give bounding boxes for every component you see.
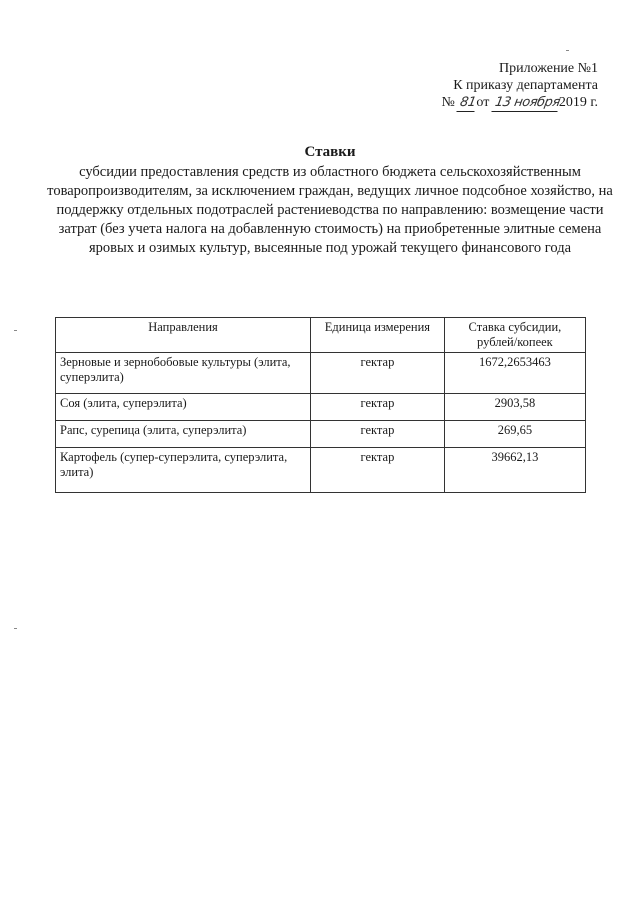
order-year: 2019 г.: [558, 95, 598, 110]
cell-rate: 269,65: [444, 421, 585, 448]
cell-direction: Зерновые и зернобобовые культуры (элита, суперэлита): [56, 353, 311, 394]
cell-rate: 1672,2653463: [444, 353, 585, 394]
scan-artifact: [14, 330, 17, 331]
table-header-row: [56, 318, 586, 353]
table-row: [56, 448, 586, 493]
from-label: от: [476, 95, 490, 110]
table-row: [56, 394, 586, 421]
handwritten-order-date: 13 ноября: [491, 94, 560, 112]
order-number-line: [442, 94, 598, 112]
appendix-label: Приложение №1: [499, 61, 598, 76]
cell-direction: Соя (элита, суперэлита): [56, 394, 311, 421]
cell-unit: гектар: [311, 448, 445, 493]
cell-unit: гектар: [311, 394, 445, 421]
cell-direction: Картофель (супер-суперэлита, суперэлита, элита): [56, 448, 311, 493]
document-subtitle: субсидии предоставления средств из областного бюджета сельскохозяйственным товаропроизводителям, за исключением граждан, ведущих личное подсобное хозяйство, на поддержку отдельных подотраслей растениеводства по направлению: возмещение части затрат (без учета налога на добавленную стоимость) на приобретенные элитные семена яровых и озимых культур, высеянные под урожай текущего финансового года: [47, 164, 613, 256]
cell-unit: гектар: [311, 421, 445, 448]
cell-rate: 2903,58: [444, 394, 585, 421]
header-unit: Единица измерения: [311, 318, 445, 353]
cell-rate: 39662,13: [444, 448, 585, 493]
document-title-block: [40, 143, 620, 258]
header-direction: Направления: [56, 318, 311, 353]
table-row: [56, 353, 586, 394]
cell-unit: гектар: [311, 353, 445, 394]
handwritten-order-number: 81: [457, 94, 478, 112]
header-rate: Ставка субсидии, рублей/копеек: [444, 318, 585, 353]
document-title: Ставки: [304, 144, 356, 160]
order-reference-label: К приказу департамента: [453, 78, 598, 93]
number-sign: №: [441, 95, 455, 110]
cell-direction: Рапс, сурепица (элита, суперэлита): [56, 421, 311, 448]
subsidy-rates-table: [55, 317, 586, 493]
scan-artifact: [14, 628, 17, 629]
document-header: [442, 60, 598, 112]
scan-artifact: [566, 50, 569, 51]
table-row: [56, 421, 586, 448]
